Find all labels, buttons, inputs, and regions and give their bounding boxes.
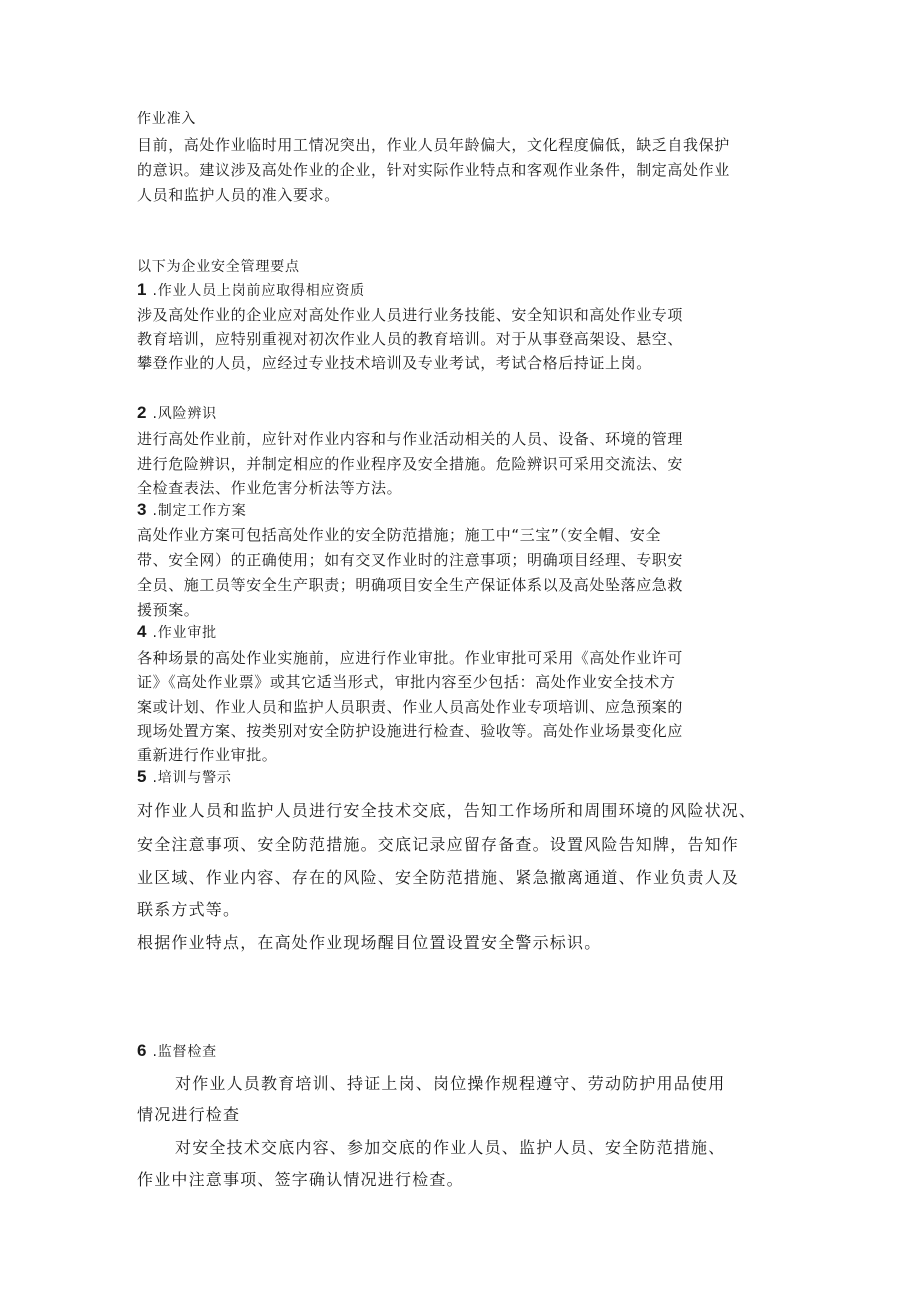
overview-heading: 以下为企业安全管理要点 [137, 259, 300, 275]
section-6-heading [137, 1040, 217, 1063]
section-5-line: 安全注意事项、安全防范措施。交底记录应留存备查。设置风险告知牌，告知作 [137, 835, 740, 854]
section-3-line: 全员、施工员等安全生产职责；明确项目安全生产保证体系以及高处坠落应急救 [137, 576, 684, 594]
section-6-line: 对作业人员教育培训、持证上岗、岗位操作规程遵守、劳动防护用品使用 [175, 1074, 726, 1093]
section-4-line: 证》《高处作业票》或其它适当形式，审批内容至少包括：高处作业安全技术方 [137, 673, 676, 691]
section-number: 6 [137, 1041, 147, 1060]
section-1-heading [137, 279, 365, 302]
section-2-line: 进行危险辨识，并制定相应的作业程序及安全措施。危险辨识可采用交流法、安 [137, 455, 684, 473]
section-2-heading [137, 402, 217, 425]
section-title: .制定工作方案 [152, 503, 247, 519]
section-3-line: 带、安全网）的正确使用；如有交叉作业时的注意事项；明确项目经理、专职安 [137, 551, 684, 569]
section-6-line: 作业中注意事项、签字确认情况进行检查。 [137, 1170, 464, 1189]
intro-title: 作业准入 [137, 111, 197, 127]
section-5-line: 对作业人员和监护人员进行安全技术交底，告知工作场所和周围环境的风险状况、 [137, 801, 757, 820]
section-3-line: 援预案。 [137, 601, 200, 619]
section-1-line: 涉及高处作业的企业应对高处作业人员进行业务技能、安全知识和高处作业专项 [137, 306, 684, 324]
section-5-line: 根据作业特点，在高处作业现场醒目位置设置安全警示标识。 [137, 933, 602, 952]
section-number: 5 [137, 767, 147, 786]
section-5-heading [137, 766, 232, 789]
section-2-line: 全检查表法、作业危害分析法等方法。 [137, 479, 403, 497]
section-2-line: 进行高处作业前，应针对作业内容和与作业活动相关的人员、设备、环境的管理 [137, 430, 684, 448]
section-1-line: 攀登作业的人员，应经过专业技术培训及专业考试，考试合格后持证上岗。 [137, 354, 652, 372]
section-6-line: 对安全技术交底内容、参加交底的作业人员、监护人员、安全防范措施、 [175, 1138, 726, 1157]
intro-paragraph-line: 人员和监护人员的准入要求。 [137, 186, 340, 204]
section-number: 4 [137, 622, 147, 641]
section-5-line: 联系方式等。 [137, 900, 241, 919]
section-4-line: 现场处置方案、按类别对安全防护设施进行检查、验收等。高处作业场景变化应 [137, 722, 684, 740]
section-4-line: 各种场景的高处作业实施前，应进行作业审批。作业审批可采用《高处作业许可 [137, 649, 684, 667]
section-number: 3 [137, 500, 147, 519]
section-title: .监督检查 [152, 1044, 217, 1060]
section-title: .作业人员上岗前应取得相应资质 [152, 283, 365, 299]
section-4-line: 案或计划、作业人员和监护人员职责、作业人员高处作业专项培训、应急预案的 [137, 698, 684, 716]
section-number: 2 [137, 403, 147, 422]
section-title: .作业审批 [152, 625, 217, 641]
intro-paragraph-line: 目前，高处作业临时用工情况突出，作业人员年龄偏大，文化程度偏低，缺乏自我保护 [137, 136, 730, 154]
section-3-heading [137, 499, 247, 522]
section-number: 1 [137, 280, 147, 299]
intro-paragraph-line: 的意识。建议涉及高处作业的企业，针对实际作业特点和客观作业条件，制定高处作业 [137, 161, 730, 179]
section-1-line: 教育培训，应特别重视对初次作业人员的教育培训。对于从事登高架设、悬空、 [137, 330, 684, 348]
section-3-line: 高处作业方案可包括高处作业的安全防范措施；施工中“三宝”（安全帽、安全 [137, 526, 662, 544]
section-title: .培训与警示 [152, 770, 232, 786]
section-4-line: 重新进行作业审批。 [137, 746, 278, 764]
section-5-line: 业区域、作业内容、存在的风险、安全防范措施、紧急撤离通道、作业负责人及 [137, 868, 740, 887]
section-title: .风险辨识 [152, 406, 217, 422]
section-6-line: 情况进行检查 [137, 1105, 241, 1124]
section-4-heading [137, 621, 217, 644]
